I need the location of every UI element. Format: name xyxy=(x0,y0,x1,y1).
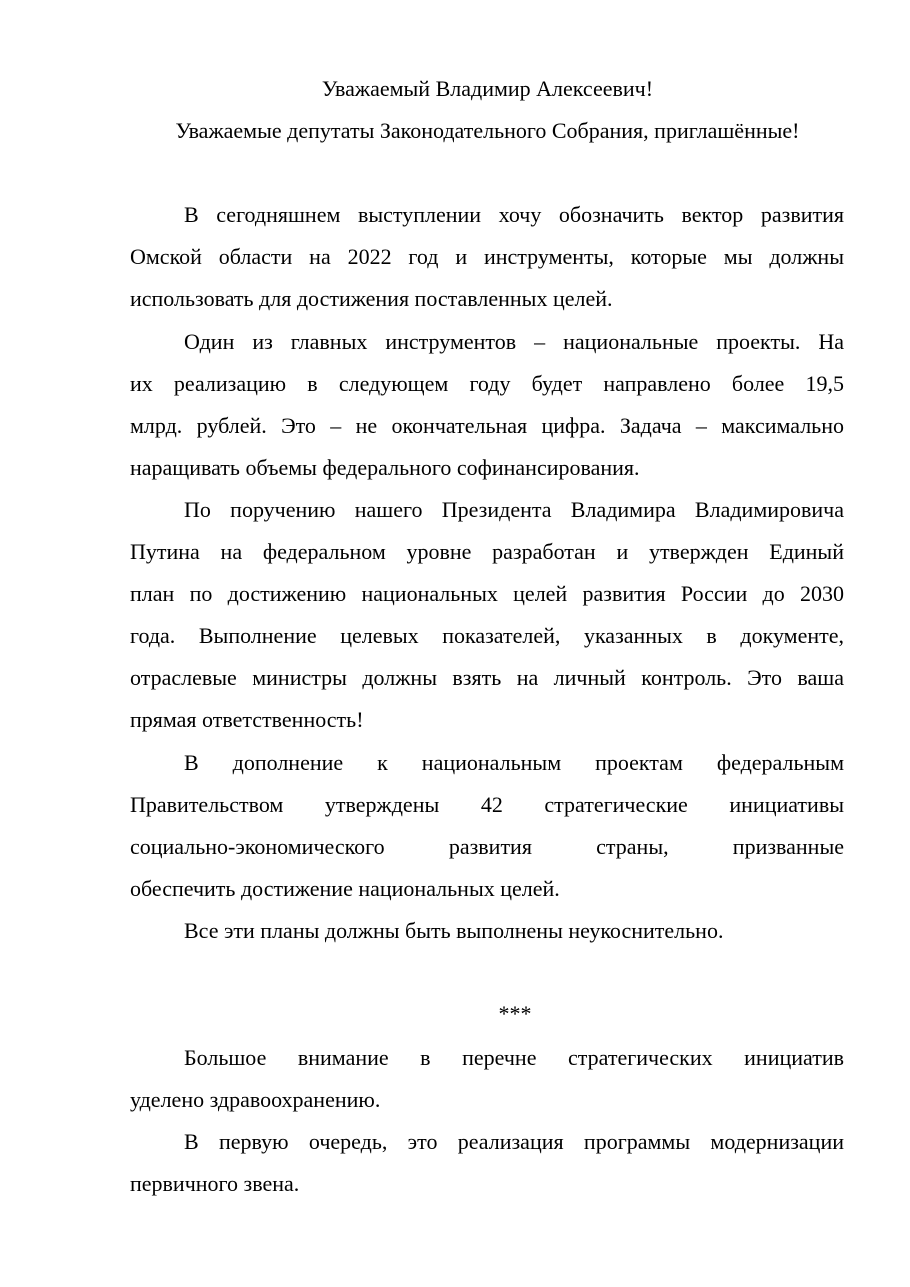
paragraph-6-line-1: Большое внимание в перечне стратегических инициатив xyxy=(184,1045,844,1070)
paragraph-3-line-6: прямая ответственность! xyxy=(130,707,364,732)
paragraph-3-line-5: отраслевые министры должны взять на личный контроль. Это ваша xyxy=(130,665,844,690)
paragraph-3-line-3: план по достижению национальных целей развития России до 2030 xyxy=(130,581,844,606)
paragraph-1-line-2: Омской области на 2022 год и инструменты, которые мы должны xyxy=(130,244,844,269)
paragraph-3-line-2: Путина на федеральном уровне разработан и утвержден Единый xyxy=(130,539,844,564)
paragraph-4-line-1: В дополнение к национальным проектам федеральным xyxy=(184,750,844,775)
paragraph-4-line-4: обеспечить достижение национальных целей. xyxy=(130,876,560,901)
paragraph-7-line-1: В первую очередь, это реализация программы модернизации xyxy=(184,1129,844,1154)
section-separator: *** xyxy=(498,1001,532,1026)
paragraph-6-line-2: уделено здравоохранению. xyxy=(130,1087,381,1112)
paragraph-2-line-3: млрд. рублей. Это – не окончательная цифра. Задача – максимально xyxy=(130,413,844,438)
paragraph-2-line-4: наращивать объемы федерального софинансирования. xyxy=(130,455,640,480)
paragraph-1-line-3: использовать для достижения поставленных целей. xyxy=(130,286,613,311)
paragraph-7-line-2: первичного звена. xyxy=(130,1171,300,1196)
paragraph-5-line-1: Все эти планы должны быть выполнены неукоснительно. xyxy=(184,918,724,943)
paragraph-4-line-3: социально-экономического развития страны, призванные xyxy=(130,834,844,859)
paragraph-2-line-2: их реализацию в следующем году будет направлено более 19,5 xyxy=(130,371,844,396)
paragraph-4-line-2: Правительством утверждены 42 стратегические инициативы xyxy=(130,792,844,817)
paragraph-1-line-1: В сегодняшнем выступлении хочу обозначить вектор развития xyxy=(184,202,844,227)
paragraph-2-line-1: Один из главных инструментов – национальные проекты. На xyxy=(184,329,844,354)
paragraph-3-line-4: года. Выполнение целевых показателей, указанных в документе, xyxy=(130,623,844,648)
paragraph-3-line-1: По поручению нашего Президента Владимира Владимировича xyxy=(184,497,844,522)
greeting-line-1: Уважаемый Владимир Алексеевич! xyxy=(321,76,654,101)
greeting-line-2: Уважаемые депутаты Законодательного Собрания, приглашённые! xyxy=(175,118,800,143)
